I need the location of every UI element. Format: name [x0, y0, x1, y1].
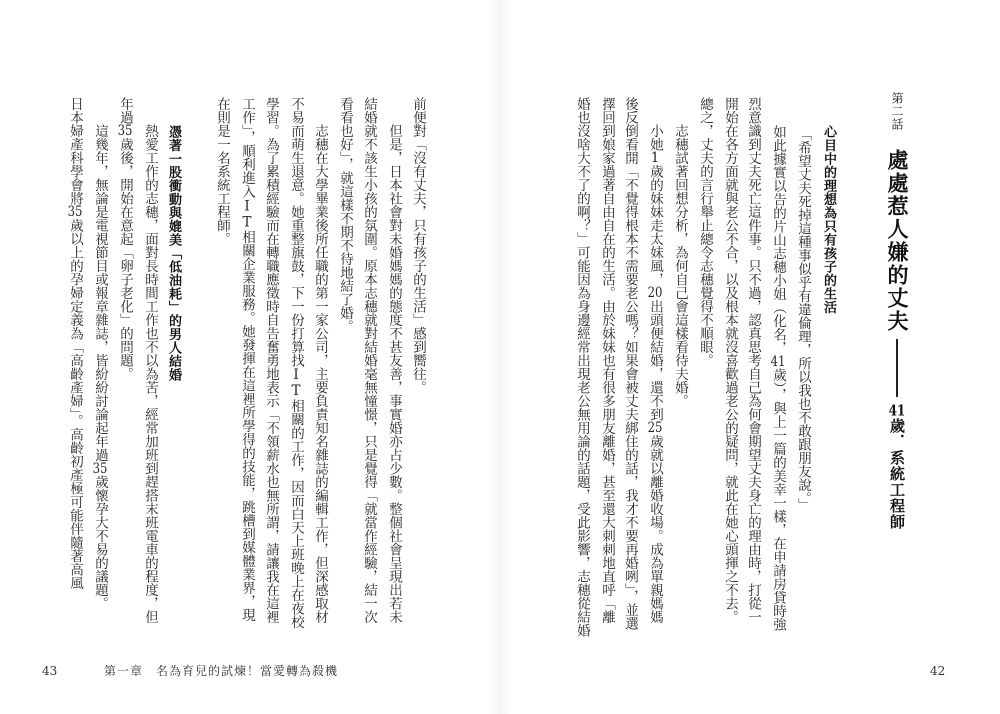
text-column: 日本婦產科學會將35歲以上的孕婦定義為「高齡產婦」。高齡初產極可能伴隨著高風	[67, 97, 83, 590]
number: 35	[67, 205, 83, 219]
text-column: 小她1歲的妹妹走太妹風，20出頭便結婚，還不到25歲就以離婚收場。成為單親媽媽	[647, 124, 663, 624]
text-column: 如此據實以告的片山志穗小姐（化名，41歲），與上一篇的美幸一樣，在申請房貸時強	[770, 125, 786, 632]
number: 35	[92, 461, 108, 475]
section-subtitle: 憑著一股衝動與媲美「低油耗」的男人結婚	[166, 125, 181, 382]
chapter-title	[886, 92, 912, 530]
page-fold	[488, 0, 512, 714]
text-column: 但是，日本社會對未婚媽媽的態度不甚友善，事實婚亦占少數。整個社會呈現出若未	[386, 124, 402, 624]
text-column: 擇回到娘家過著自由自在的生活。由於妹妹也有很多朋友離婚，甚至還大刺刺地直呼「離	[599, 97, 615, 624]
text-column: 年過35歲後，開始在意起「卵子老化」的問題。	[117, 97, 133, 381]
text-column: 「希望丈夫死掉這種事似乎有違倫理，所以我也不敢跟朋友說。」	[795, 127, 811, 512]
number: 41	[888, 403, 906, 418]
chapter-label: 第二話	[890, 92, 904, 131]
text-column: 這幾年，無論是電視節目或報章雜誌，皆紛紛討論起年過35歲懷孕大不易的議題。	[92, 124, 108, 610]
text-column: 志穗試著回想分析，為何自己會這樣看待夫婚。	[672, 124, 688, 408]
text-column: 在則是一名系統工程師。	[214, 97, 230, 246]
running-header: 第一章 名為育兒的試煉！當愛轉為殺機	[104, 664, 339, 678]
text-column: 烈意識到丈夫死亡這件事。只不過，認真思考自己為何會期望丈夫身亡的理由時，打從一	[745, 97, 761, 624]
text-column: 後反倒看開「不覺得根本不需要老公嗎？如果會被丈夫綁住的話，我才不要再婚咧」，並選	[622, 97, 638, 631]
text-column: 熱愛工作的志穗，面對長時間工作也不以為苦，經常加班到趕搭末班電車的程度，但	[142, 124, 158, 624]
title-main: 處處惹人嫌的丈夫	[885, 149, 910, 333]
text-column: 不易而萌生退意。她重整旗鼓，下一份打算找IT相關的工作，因而白天上班晚上在夜校	[288, 97, 304, 629]
number: 41	[770, 354, 786, 368]
text-column: 工作」，順利進入IT相關企業服務。她發揮在這裡所學得的技能，跳槽到媒體業界，現	[239, 97, 255, 622]
text-column: 前便對「沒有丈夫，只有孩子的生活」感到嚮往。	[410, 97, 426, 394]
page-number-left: 43	[42, 664, 58, 678]
section-subtitle: 心目中的理想為只有孩子的生活	[821, 125, 836, 314]
number: 1	[650, 151, 660, 165]
number: 20	[647, 286, 663, 300]
text-column: 志穗在大學畢業後所任職的第一家公司，主要負責知名雜誌的編輯工作，但深感取材	[312, 124, 328, 624]
number: 35	[117, 124, 133, 138]
title-dash	[896, 339, 898, 397]
number: 25	[647, 421, 663, 435]
text-column: 看看也好」，就這樣不期不待地結了婚。	[337, 97, 353, 334]
text-column: 開始在各方面就與老公不合，以及根本就沒喜歡過老公的疑問，就此在她心頭揮之不去。	[722, 97, 738, 624]
page-number-right: 42	[930, 664, 946, 678]
text-column: 學習。為了累積經驗而在轉職應徵時自告奮勇地表示「不領薪水也無所謂，請讓我在這裡	[263, 97, 279, 624]
text-column: 結婚就不該生小孩的氛圍。原本志穗就對結婚毫無憧憬，只是覺得「就當作經驗，結一次	[361, 97, 377, 624]
text-column: 總之，丈夫的言行舉止總令志穗覺得不順眼。	[697, 97, 713, 367]
text-column: 婚也沒啥大不了的啊？」可能因為身邊經常出現老公無用論的話題，受此影響，志穗從結婚	[574, 97, 590, 637]
title-tail: 41歲．系統工程師	[888, 403, 906, 530]
